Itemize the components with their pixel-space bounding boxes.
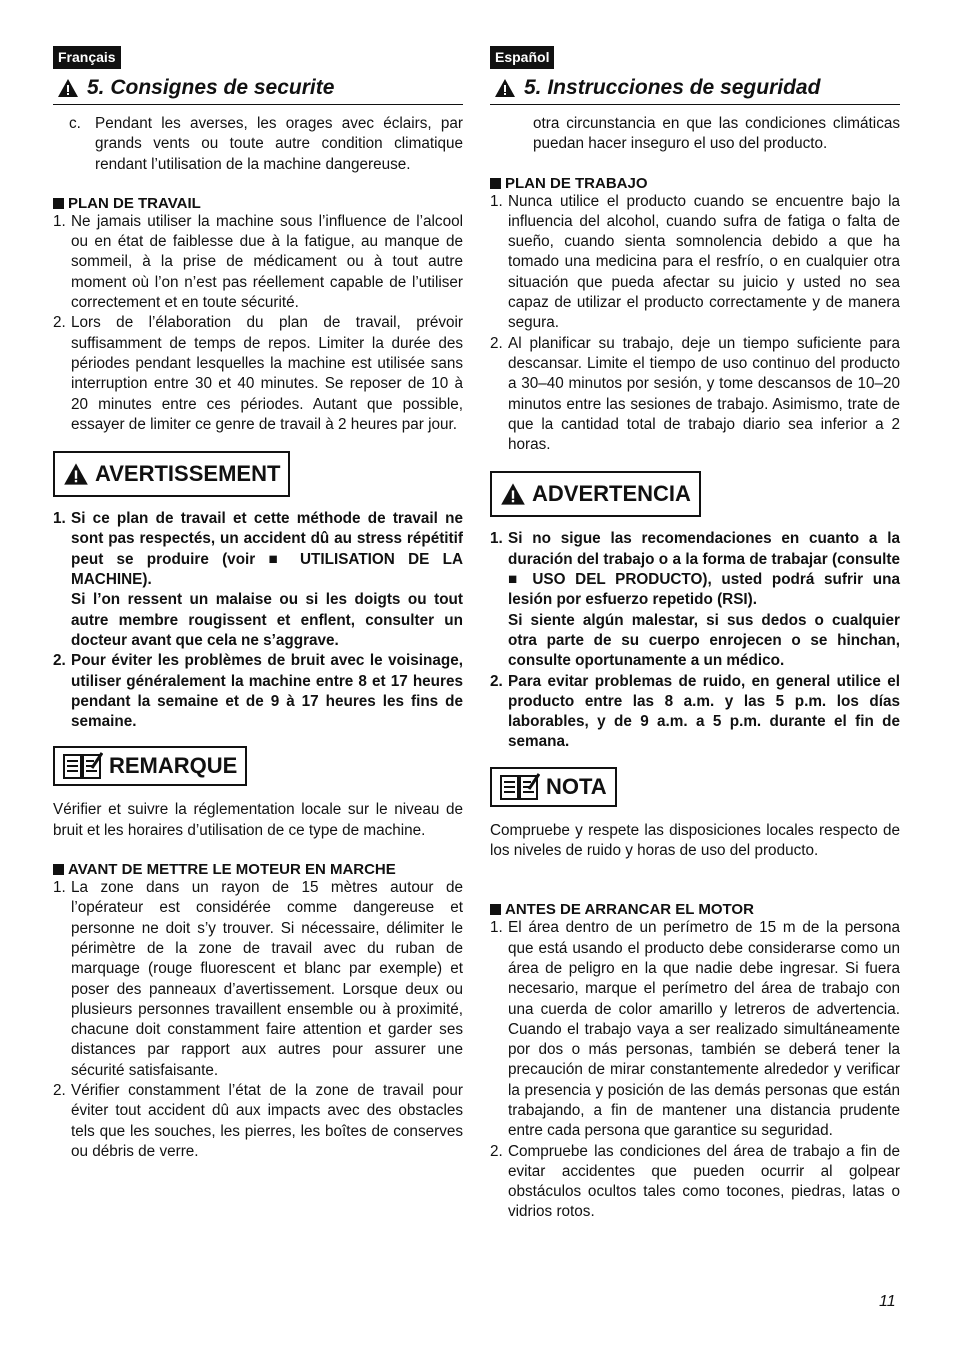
list-item: 1. Ne jamais utiliser la machine sous l’influence de l’alcool ou en état de faiblesse due à la fatigue, au manque de sommeil, à la prise de médicament ou à tout autre moment où l’on n’est pas réellement capable de l’utiliser correctement et en toute sécurité.	[53, 212, 463, 312]
square-bullet-icon	[490, 178, 501, 189]
language-tag: Español	[490, 46, 554, 69]
warning-box	[490, 471, 701, 517]
note-box	[53, 746, 247, 786]
before-heading: AVANT DE METTRE LE MOTEUR EN MARCHE	[53, 861, 463, 878]
note-label: NOTA	[546, 773, 607, 799]
warning-triangle-icon	[494, 78, 516, 98]
list-item: 2. Al planificar su trabajo, deje un tiempo suficiente para descansar. Limite el tiempo de uso continuo del producto a 30–40 minutos por sesión, y tome descansos de 10–20 minutos entre las sesiones de trabajo. Asimismo, trate de que la cantidad total de trabajo diario sea inferior a 2 horas.	[490, 334, 900, 454]
list-item: 2. Para evitar problemas de ruido, en general utilice el producto entre las 8 a.m. y las 5 p.m. los días laborables, y de 9 a.m. a 5 p.m. durante el fin de semana.	[490, 672, 900, 751]
note-box	[490, 767, 617, 807]
warning-triangle-icon	[57, 78, 79, 98]
warning-box	[53, 451, 290, 497]
warning-label: ADVERTENCIA	[532, 481, 691, 507]
list-item: 1. La zone dans un rayon de 15 mètres autour de l’opérateur est considérée comme dangereuse et personne ne doit s’y trouver. Si nécessaire, délimiter le périmètre de la zone de travail avec du ruban de marquage (rouge fluorescent et blanc par exemple) et poser des panneaux d’avertissement. Lorsque deux ou plusieurs personnes travaillent ensemble ou à proximité, chacune doit constamment faire attention et garder ses distances par rapport aux autres pour assurer une sécurité satisfaisante.	[53, 879, 463, 1079]
list-item: 2. Pour éviter les problèmes de bruit avec le voisinage, utiliser généralement la machine entre 8 et 17 heures pendant la semaine et de 9 à 17 heures les fins de semaine.	[53, 652, 463, 731]
warning-triangle-icon	[500, 482, 526, 506]
list-item: 1. Nunca utilice el producto cuando se encuentre bajo la influencia del alcohol, cuando sufra de fatiga o falta de sueño, cuando sienta somnolencia debido a que ha tomado una medicina para el resfrío, o en cualquier otra situación que pueda afectar su juicio y usted no sea capaz de utilizar el producto correctamente y de manera segura.	[490, 192, 900, 332]
plan-heading: PLAN DE TRABAJO	[490, 175, 900, 192]
list-item: 2. Compruebe las condiciones del área de trabajo a fin de evitar accidentes que pueden ocurrir al golpear obstáculos ocultos tales como tocones, piedras, latas o vidrios rotos.	[490, 1142, 900, 1221]
note-text: Vérifier et suivre la réglementation locale sur le niveau de bruit et les horaires d’utilisation de ce type de machine.	[53, 801, 463, 839]
warning-triangle-icon	[63, 462, 89, 486]
list-item: 1. Si no sigue las recomendaciones en cuanto a la duración del trabajo o a la forma de trabajar (consulte ■ USO DEL PRODUCTO), usted podrá sufrir una lesión por esfuerzo repetido (RSI). Si siente algún malestar, si sus dedos o cualquier otra parte de su cuerpo enrojecen o se hinchan, consulte oportunamente a un médico.	[490, 530, 900, 670]
list-item: c. Pendant les averses, les orages avec éclairs, par grands vents ou toute autre condition climatique rendant l’utilisation de la machine dangereuse.	[69, 115, 463, 173]
list-item: 2. Vérifier constamment l’état de la zone de travail pour éviter tout accident dû aux impacts avec des obstacles tels que les souches, les pierres, les boîtes de conserves ou débris de verre.	[53, 1081, 463, 1160]
column-spanish	[490, 46, 900, 1223]
language-tag: Français	[53, 46, 121, 69]
plan-heading: PLAN DE TRAVAIL	[53, 195, 463, 212]
section-title-text: 5. Instrucciones de seguridad	[524, 76, 821, 99]
list-item: 1. Si ce plan de travail et cette méthode de travail ne sont pas respectés, un accident dû au stress répétitif peut se produire (voir ■ UTILISATION DE LA MACHINE). Si l’on ressent un malaise ou si les doigts ou tout autre membre rougissent et enflent, consulter un docteur avant que cela ne s’aggrave.	[53, 510, 463, 649]
square-bullet-icon	[53, 198, 64, 209]
list-item: 1. El área dentro de un perímetro de 15 m de la persona que está usando el producto debe considerarse como un área de peligro en la que nadie debe ingresar. Si fuera necesario, marque el perímetro del área de trabajo con una cuerda de color amarillo y letreros de advertencia. Cuando el trabajo vaya a ser realizado simultáneamente por dos o más personas, también se deberá tener la precaución de mirar constantemente alrededor y verificar la presencia y posición de las demás personas que están trabajando, a fin de mantener una distancia prudente entre cada persona que garantice su seguridad.	[490, 919, 900, 1140]
list-item: 2. Lors de l’élaboration du plan de travail, prévoir suffisamment de temps de repos. Limiter la durée des périodes pendant lesquelles la machine est utilisée sans interruption entre 30 et 40 minutes. Se reposer de 10 à 20 minutes entre ces périodes. Autant que possible, essayer de limiter ce genre de travail à 2 heures par jour.	[53, 314, 463, 433]
before-heading: ANTES DE ARRANCAR EL MOTOR	[490, 901, 900, 918]
square-bullet-icon	[53, 864, 64, 875]
warning-label: AVERTISSEMENT	[95, 461, 281, 487]
book-note-icon	[500, 773, 540, 801]
section-title-text: 5. Consignes de securite	[87, 76, 335, 99]
note-label: REMARQUE	[109, 753, 238, 779]
page-number: 11	[879, 1293, 896, 1310]
continued-text: otra circunstancia en que las condiciones climáticas puedan hacer inseguro el uso del producto.	[533, 115, 900, 153]
book-note-icon	[63, 752, 103, 780]
column-french	[53, 46, 463, 1162]
square-bullet-icon	[490, 904, 501, 915]
note-text: Compruebe y respete las disposiciones locales respecto de los niveles de ruido y horas de uso del producto.	[490, 821, 900, 860]
section-title	[53, 75, 463, 105]
section-title	[490, 75, 900, 105]
